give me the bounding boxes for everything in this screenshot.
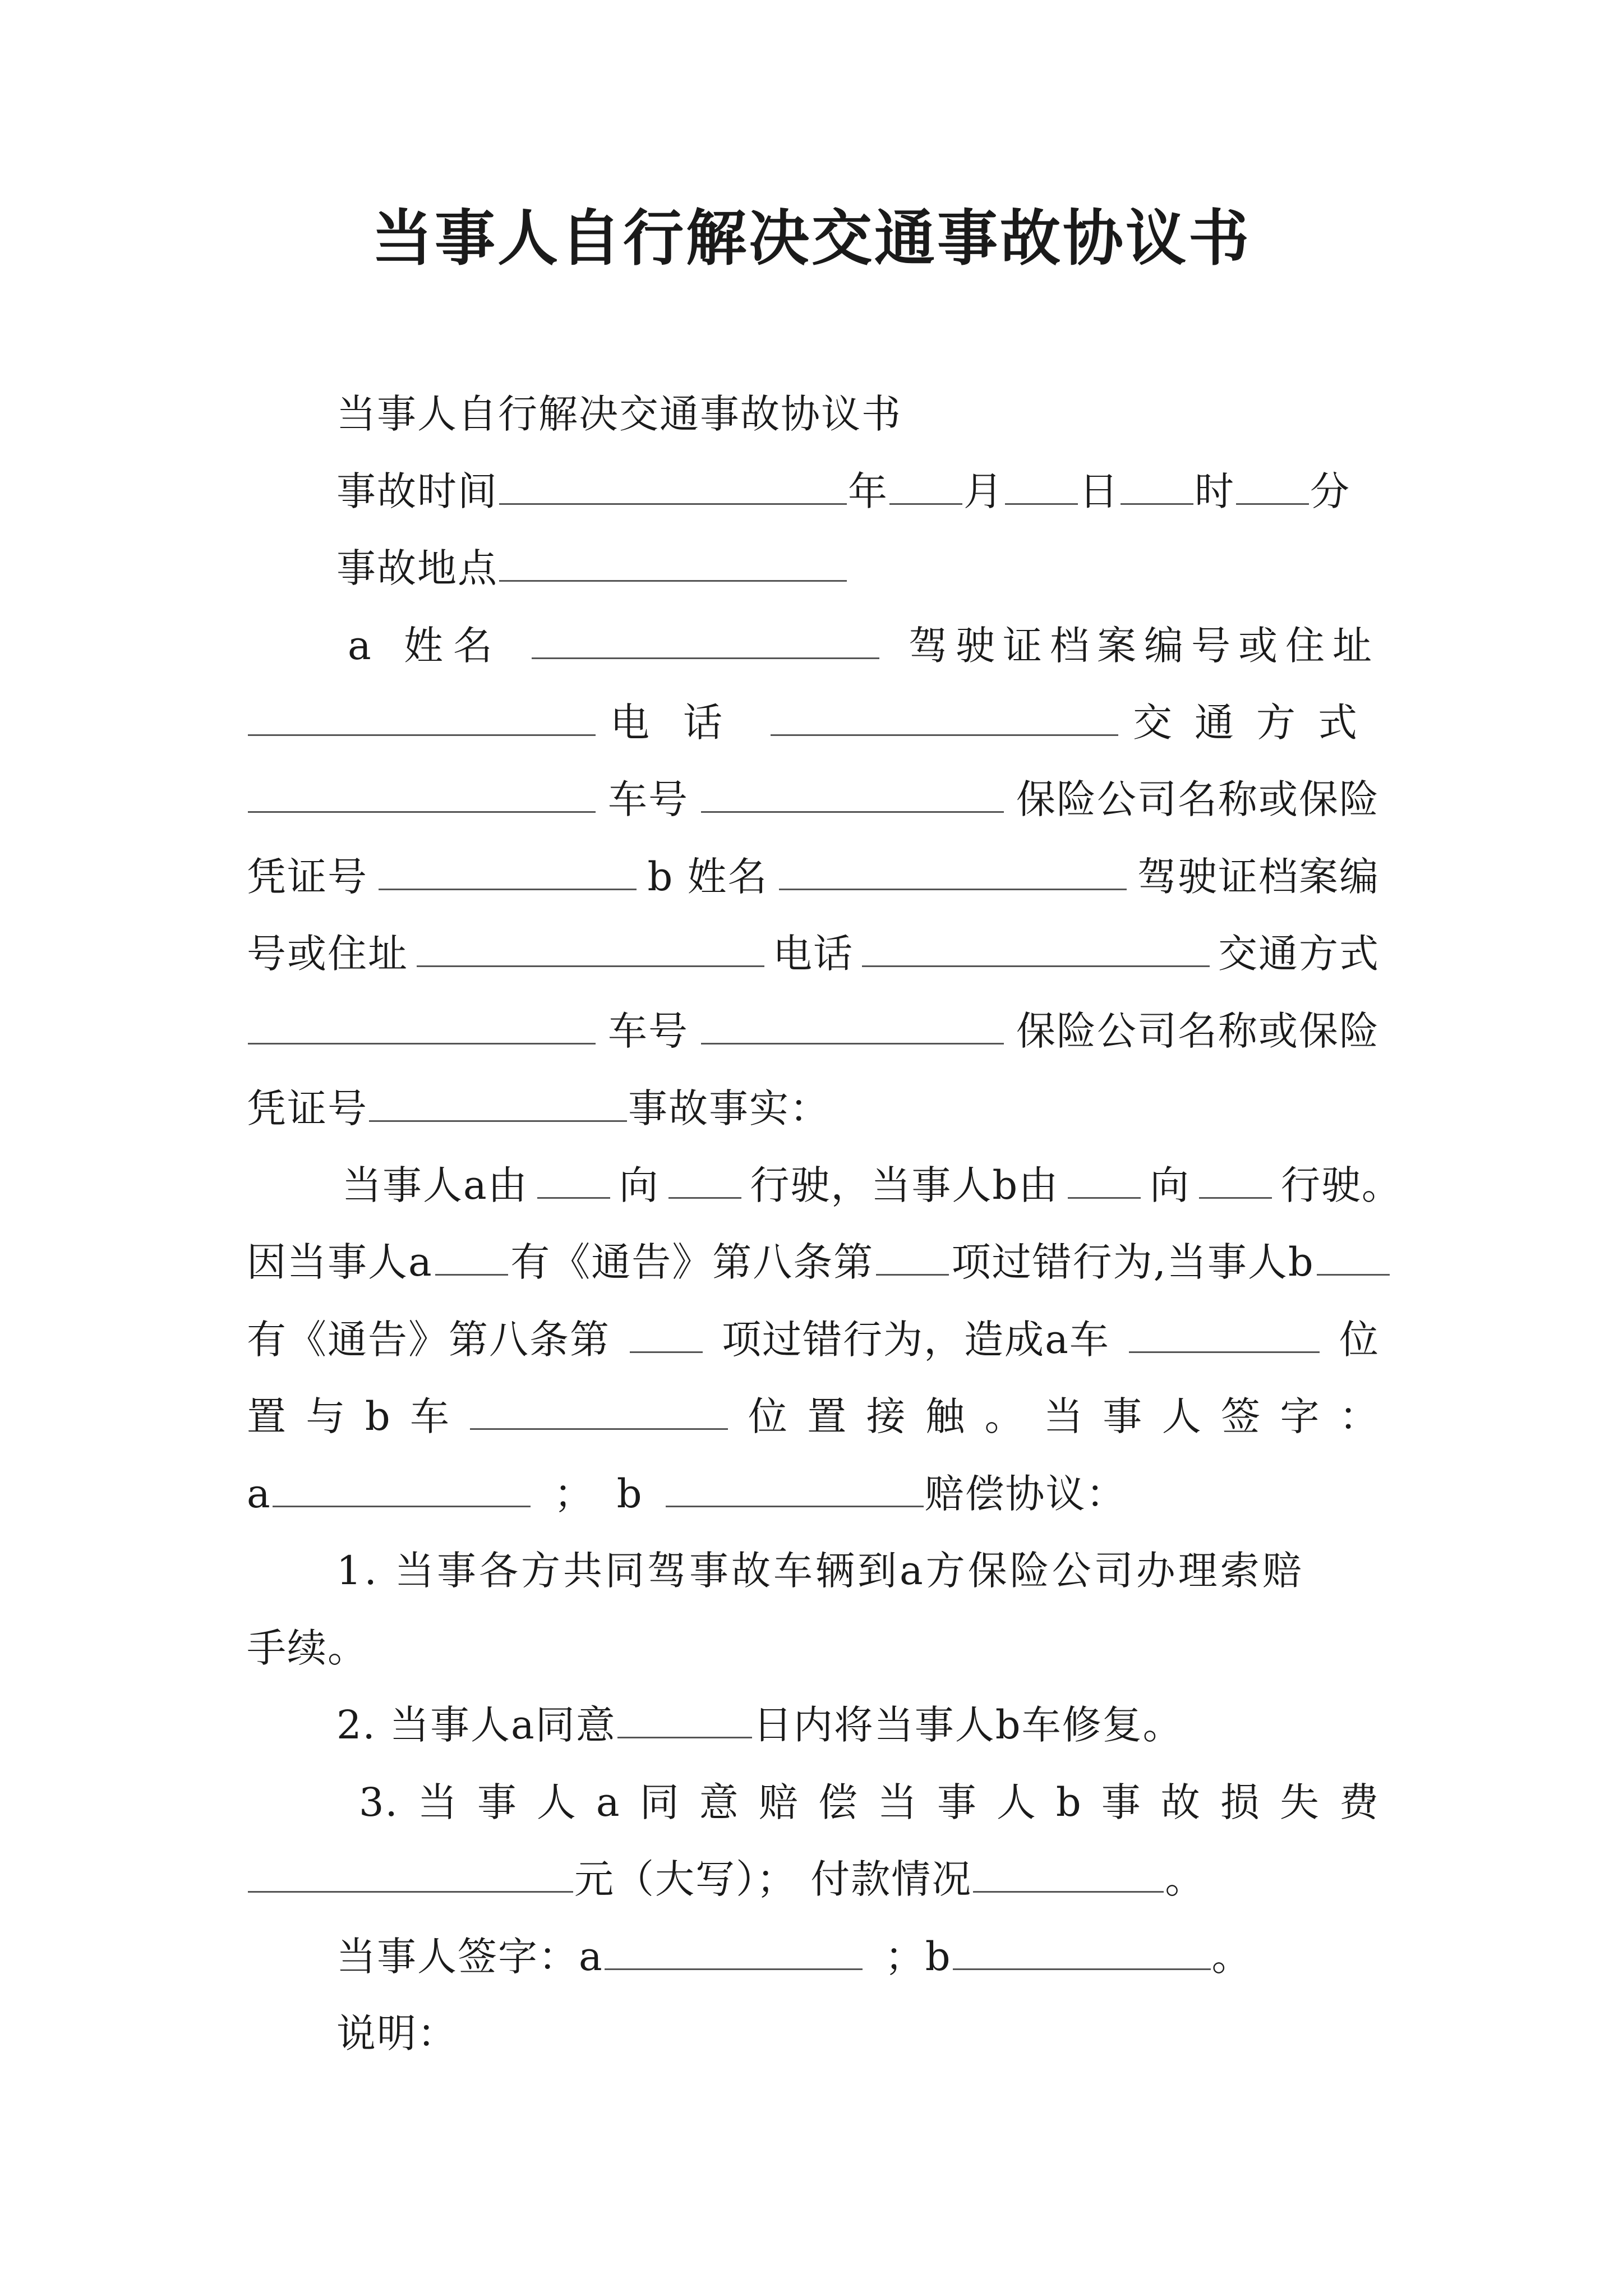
item3-char-18: 费 [1339,1779,1380,1825]
time-blank[interactable] [499,464,847,505]
p3-part-3: 位 [1339,1317,1380,1363]
a-from-blank[interactable] [537,1158,610,1199]
agreement-item-3-cont [247,1851,1205,1907]
plate-label: 车号 [608,776,689,822]
b-voucher-label: 凭证号 [247,1085,368,1131]
p4-char-10: 当 [1043,1393,1084,1439]
b-insurance-label: 保险公司名称或保险 [1016,1008,1380,1054]
b-voucher-blank[interactable] [369,1081,627,1122]
day-blank[interactable] [1005,464,1078,505]
a-address-blank[interactable] [248,695,596,736]
party-a-plate-line [247,771,1380,827]
p1-part-2: 向 [619,1162,660,1208]
a-sign-blank-1[interactable] [273,1466,531,1507]
b-sign-blank-1[interactable] [666,1466,924,1507]
party-b-phone-line [247,926,1380,982]
b-transport-blank[interactable] [248,1004,596,1045]
p4-char-14: 字 [1280,1393,1321,1439]
party-a-name-line [348,618,1380,674]
party-a-phone-line [247,694,1380,751]
agreement-item-1-cont: 手续。 [247,1625,368,1671]
hour-label: 时 [1195,468,1235,514]
voucher-label: 凭证号 [247,854,368,900]
p4-char-13: 签 [1221,1393,1262,1439]
minute-label: 分 [1310,468,1350,514]
p4-char-5: 位 [748,1393,789,1439]
item3-char-15: 故 [1160,1779,1201,1825]
a-to-blank[interactable] [668,1158,741,1199]
compensation-label: 赔偿协议： [924,1471,1127,1517]
a-plate-blank[interactable] [701,772,1004,813]
a-signature-blank[interactable] [605,1929,863,1970]
agreement-item-3 [359,1774,1380,1830]
item3-char-1: 3. [359,1779,399,1825]
p4-char-8: 触 [925,1393,966,1439]
a-car-position-blank[interactable] [1129,1312,1320,1353]
signature-line [336,1929,1252,1985]
a-phone-blank[interactable] [771,695,1118,736]
b-fault-blank[interactable] [1317,1235,1390,1276]
p4-char-11: 事 [1103,1393,1144,1439]
b-plate-blank[interactable] [701,1004,1004,1045]
b-signature-blank[interactable] [953,1929,1211,1970]
party-b-name-line [247,849,1380,905]
a-name-label: a 姓名 [348,623,502,669]
item3-char-8: 赔 [758,1779,799,1825]
time-label: 事故时间 [336,468,498,514]
sign-part-3: 。 [1211,1934,1252,1980]
facts-paragraph-1 [342,1157,1402,1213]
agreement-item-1: 1. 当事各方共同驾事故车辆到a方保险公司办理索赔 [336,1548,1304,1594]
month-blank[interactable] [889,464,962,505]
sign-part-1: 当事人签字：a [336,1934,603,1980]
p4-char-6: 置 [807,1393,848,1439]
facts-label: 事故事实： [628,1085,830,1131]
b-address-blank[interactable] [417,926,764,967]
minute-blank[interactable] [1236,464,1309,505]
p5-a: a [247,1471,271,1517]
b-name-label: b 姓名 [647,854,768,900]
item3-char-7: 意 [699,1779,740,1825]
b-car-position-blank[interactable] [470,1389,728,1430]
p5-separator: ； [554,1471,594,1517]
b-plate-label: 车号 [608,1008,689,1054]
facts-paragraph-4 [247,1388,1380,1444]
p1-part-3: 行驶，当事人b由 [750,1162,1059,1208]
a-transport-blank[interactable] [248,772,596,813]
payment-blank[interactable] [973,1852,1164,1893]
hour-blank[interactable] [1121,464,1193,505]
facts-paragraph-3 [247,1312,1380,1368]
license-addr-label: 驾驶证档案编号或住址 [908,623,1380,669]
party-b-plate-line [247,1003,1380,1059]
b-from-blank[interactable] [1068,1158,1141,1199]
item3-char-12: 人 [996,1779,1037,1825]
p5-b: b [616,1471,643,1517]
b-item-blank[interactable] [630,1312,703,1353]
day-label: 日 [1079,468,1119,514]
b-transport-label: 交通方式 [1218,931,1380,977]
p4-char-3: b [365,1393,391,1439]
license-b1-label: 驾驶证档案编 [1137,854,1380,900]
b-to-blank[interactable] [1199,1158,1272,1199]
facts-paragraph-5 [247,1466,1127,1522]
facts-line [247,1080,830,1137]
item3-char-5: a [596,1779,621,1825]
item3-char-9: 偿 [818,1779,859,1825]
b-name-blank[interactable] [779,849,1127,890]
item3-char-6: 同 [639,1779,680,1825]
p4-char-4: 车 [410,1393,451,1439]
phone-label: 电话 [610,700,756,746]
document-subtitle: 当事人自行解决交通事故协议书 [336,391,902,437]
p2-part-2: 有《通告》第八条第 [510,1239,874,1285]
p4-char-9: 。 [984,1393,1025,1439]
b-phone-blank[interactable] [862,926,1210,967]
license-b2-label: 号或住址 [247,931,408,977]
note-label: 说明： [336,2010,458,2056]
insurance-label: 保险公司名称或保险 [1016,776,1380,822]
p3-part-2: 项过错行为，造成a车 [722,1317,1110,1363]
a-voucher-blank[interactable] [379,849,637,890]
item3-char-17: 失 [1279,1779,1320,1825]
year-label: 年 [848,468,888,514]
month-label: 月 [963,468,1004,514]
b-phone-label: 电话 [773,931,854,977]
document-title: 当事人自行解决交通事故协议书 [371,203,1251,274]
place-blank[interactable] [499,541,847,582]
accident-place-line [336,540,848,596]
p1-part-1: 当事人a由 [342,1162,528,1208]
item3-char-3: 事 [477,1779,518,1825]
p4-char-12: 人 [1161,1393,1202,1439]
item3-char-14: 事 [1101,1779,1142,1825]
loss-amount-blank[interactable] [248,1852,573,1893]
a-item-blank[interactable] [876,1235,949,1276]
p3-part-1: 有《通告》第八条第 [247,1317,610,1363]
item3b-part-2: 。 [1165,1856,1206,1902]
item2-part-1: 2. 当事人a同意 [336,1702,616,1748]
transport-label: 交通方式 [1133,700,1380,746]
place-label: 事故地点 [336,545,498,591]
p1-part-5: 行驶。 [1280,1162,1402,1208]
p2-part-3: 项过错行为,当事人b [951,1239,1315,1285]
p2-part-1: 因当事人a [247,1239,433,1285]
item3-char-13: b [1055,1779,1082,1825]
agreement-item-2 [336,1697,1183,1753]
repair-days-blank[interactable] [617,1697,752,1738]
p4-char-7: 接 [866,1393,907,1439]
item3b-part-1: 元（大写）； 付款情况 [574,1856,972,1902]
p4-char-2: 与 [306,1393,347,1439]
a-fault-blank[interactable] [435,1235,508,1276]
item3-char-11: 事 [937,1779,978,1825]
facts-paragraph-2 [247,1234,1391,1290]
item2-part-2: 日内将当事人b车修复。 [753,1702,1183,1748]
p1-part-4: 向 [1150,1162,1191,1208]
accident-time-line [336,463,1350,519]
item3-char-2: 当 [417,1779,458,1825]
a-name-blank[interactable] [532,618,879,659]
item3-char-4: 人 [536,1779,577,1825]
p4-char-15: ： [1339,1393,1380,1439]
p4-char-1: 置 [247,1393,287,1439]
sign-part-2: ；b [884,1934,952,1980]
item3-char-16: 损 [1220,1779,1261,1825]
item3-char-10: 当 [877,1779,918,1825]
